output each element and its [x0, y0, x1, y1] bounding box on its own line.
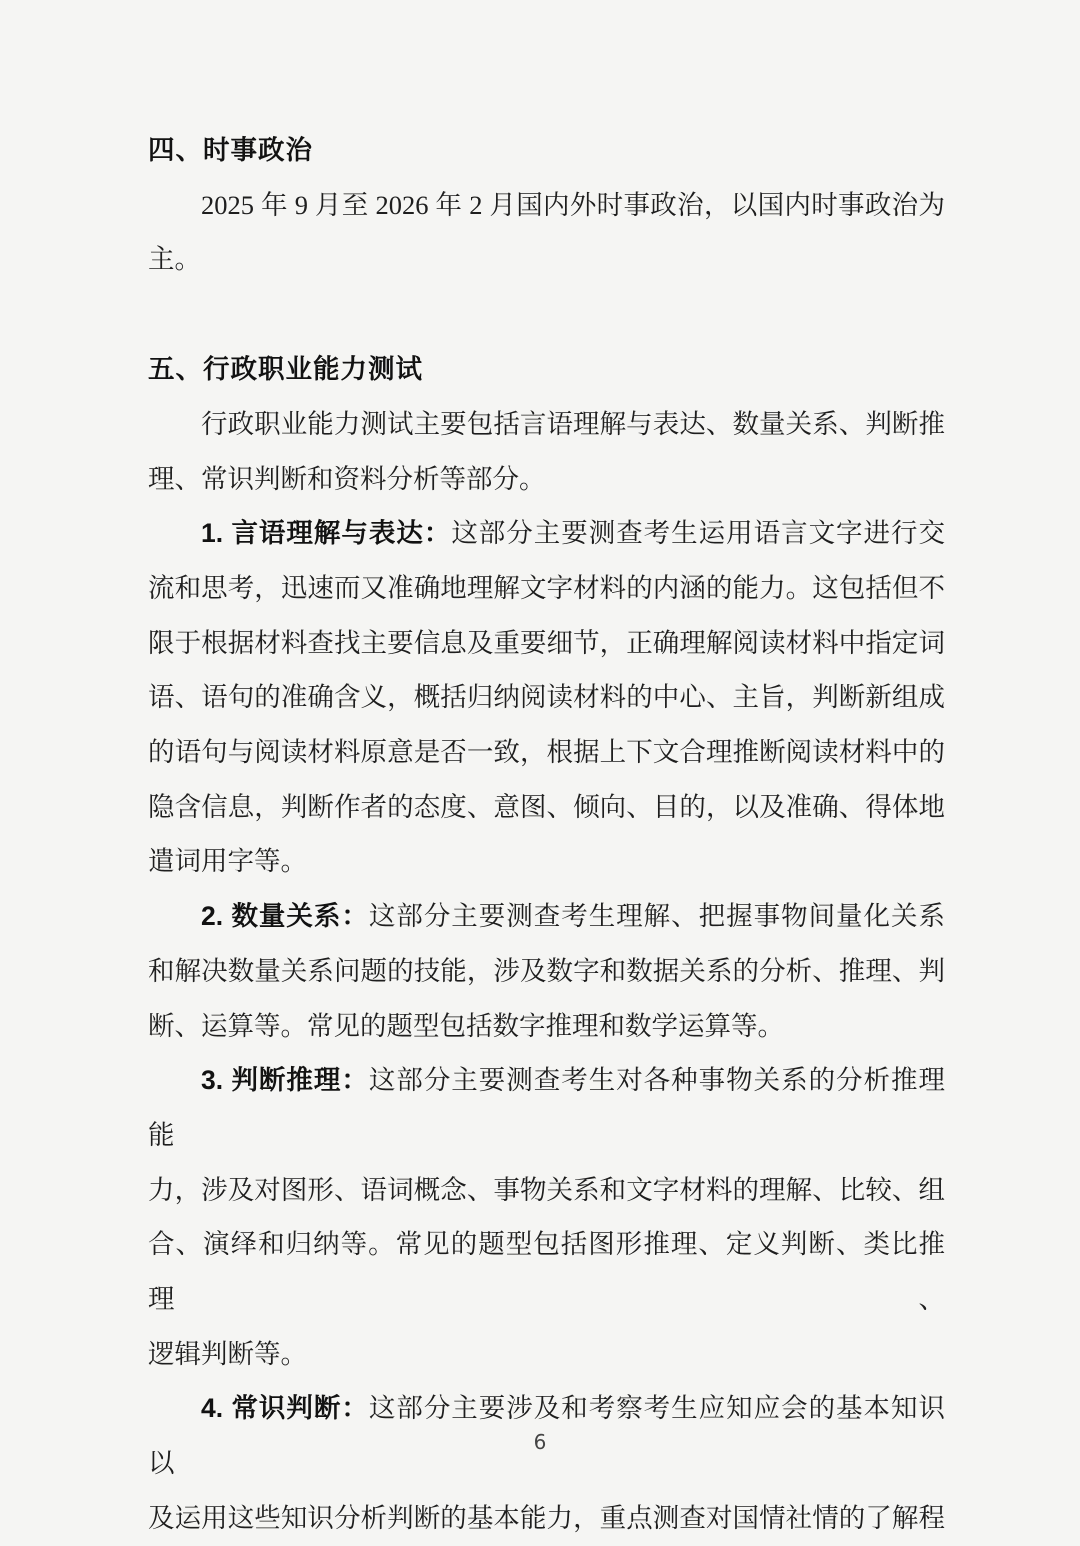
text-line: 主。	[148, 244, 201, 275]
text-line: 2. 数量关系：这部分主要测查考生理解、把握事物间量化关系	[201, 901, 945, 932]
text-line: 4. 常识判断：这部分主要涉及和考察考生应知应会的基本知识以	[148, 1393, 945, 1479]
blank-line	[148, 287, 945, 342]
text-line: 遣词用字等。	[148, 846, 307, 877]
paragraph-lead: 1. 言语理解与表达：	[201, 518, 452, 549]
text-line: 合、演绎和归纳等。常见的题型包括图形推理、定义判断、类比推理、	[148, 1229, 945, 1315]
section-heading: 四、时事政治	[148, 135, 313, 165]
page-number: 6	[533, 1430, 547, 1454]
text-line: 语、语句的准确含义，概括归纳阅读材料的中心、主旨，判断新组成	[148, 682, 945, 713]
text-line: 隐含信息，判断作者的态度、意图、倾向、目的，以及准确、得体地	[148, 791, 945, 822]
text-line: 3. 判断推理：这部分主要测查考生对各种事物关系的分析推理能	[148, 1065, 945, 1150]
text-line: 逻辑判断等。	[148, 1338, 307, 1369]
text-line: 理、常识判断和资料分析等部分。	[148, 463, 546, 494]
text-line: 断、运算等。常见的题型包括数字推理和数学运算等。	[148, 1010, 784, 1041]
text-line: 2025 年 9 月至 2026 年 2 月国内外时事政治，以国内时事政治为	[201, 189, 945, 220]
text-line: 流和思考，迅速而又准确地理解文字材料的内涵的能力。这包括但不	[148, 572, 945, 603]
document-page	[148, 0, 945, 1546]
text-line: 行政职业能力测试主要包括言语理解与表达、数量关系、判断推	[201, 408, 945, 439]
text-line: 和解决数量关系问题的技能，涉及数字和数据关系的分析、推理、判	[148, 955, 945, 986]
text-line: 的语句与阅读材料原意是否一致，根据上下文合理推断阅读材料中的	[148, 737, 945, 768]
text-line: 及运用这些知识分析判断的基本能力，重点测查对国情社情的了解程	[148, 1502, 945, 1533]
document-content	[148, 123, 945, 1546]
paragraph-lead: 3. 判断推理：	[201, 1065, 369, 1096]
paragraph-lead: 2. 数量关系：	[201, 901, 369, 932]
section-heading: 五、行政职业能力测试	[148, 354, 423, 385]
text-line: 1. 言语理解与表达：这部分主要测查考生运用语言文字进行交	[201, 518, 946, 549]
text-line: 限于根据材料查找主要信息及重要细节，正确理解阅读材料中指定词	[148, 627, 945, 658]
paragraph-lead: 4. 常识判断：	[201, 1393, 369, 1424]
text-line: 力，涉及对图形、语词概念、事物关系和文字材料的理解、比较、组	[148, 1174, 945, 1205]
